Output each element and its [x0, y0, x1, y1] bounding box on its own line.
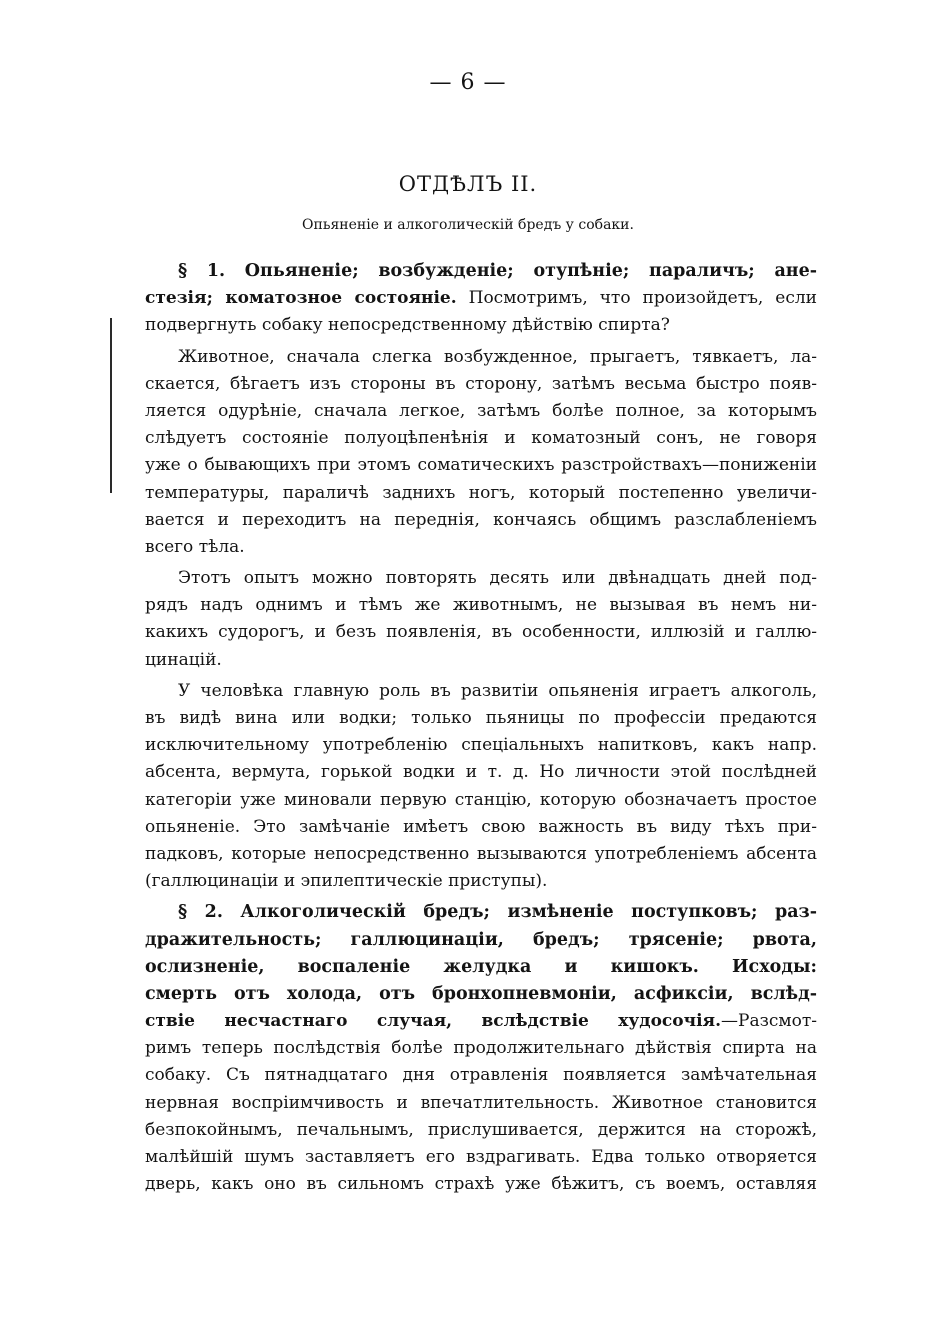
- paragraph-line: температуры, параличѣ заднихъ ногъ, который постепенно увеличи-: [145, 482, 817, 503]
- paragraph-line: падковъ, которые непосредственно вызываются употребленіемъ абсента: [145, 843, 817, 864]
- section-1-heading-line: § 1. Опьяненіе; возбужденіе; отупѣніе; параличъ; ане-: [178, 261, 817, 281]
- section-2-heading-line: дражительность; галлюцинаціи, бредъ; трясеніе; рвота,: [145, 929, 817, 950]
- paragraph-line: всего тѣла.: [145, 536, 245, 557]
- paragraph-line: подвергнуть собаку непосредственному дѣйствію спирта?: [145, 315, 670, 336]
- section-title: ОТДѢЛЪ II.: [398, 172, 538, 196]
- paragraph-line: Животное, сначала слегка возбужденное, прыгаетъ, тявкаетъ, ла-: [178, 346, 817, 367]
- paragraph-line: цинацій.: [145, 649, 222, 670]
- body-text: [145, 258, 817, 1198]
- section-2-heading-line: § 2. Алкоголическій бредъ; измѣненіе поступковъ; раз-: [178, 902, 817, 923]
- paragraph-line: уже о бывающихъ при этомъ соматическихъ разстройствахъ—пониженіи: [145, 455, 817, 476]
- paragraph-line: нервная воспріимчивость и впечатлительность. Животное становится: [145, 1092, 817, 1113]
- paragraph-line: какихъ судорогъ, и безъ появленія, въ особенности, иллюзій и галлю-: [145, 622, 817, 643]
- paragraph-line: дверь, какъ оно въ сильномъ страхѣ уже бѣжитъ, съ воемъ, оставляя: [145, 1174, 817, 1195]
- page-number: — 6 —: [429, 70, 507, 95]
- paragraph-line: У человѣка главную роль въ развитіи опьяненія играетъ алкоголь,: [178, 680, 817, 701]
- paragraph-line: абсента, вермута, горькой водки и т. д. Но личности этой послѣдней: [145, 762, 817, 783]
- paragraph-line: римъ теперь послѣдствія болѣе продолжительнаго дѣйствія спирта на: [145, 1038, 817, 1059]
- section-2-heading-line: ослизненіе, воспаленіе желудка и кишокъ. Исходы:: [145, 956, 817, 977]
- paragraph-line: безпокойнымъ, печальнымъ, прислушивается, держится на сторожѣ,: [145, 1119, 817, 1140]
- section-1-heading-bold: стезія; коматозное состояніе.: [145, 288, 457, 309]
- paragraph-line: опьяненіе. Это замѣчаніе имѣетъ свою важность въ виду тѣхъ при-: [145, 816, 817, 837]
- paragraph-line: малѣйшій шумъ заставляетъ его вздрагивать. Едва только отворяется: [145, 1147, 817, 1167]
- paragraph-line: вается и переходитъ на переднія, кончаясь общимъ разслабленіемъ: [145, 509, 817, 530]
- section-1-heading-rest: Посмотримъ, что произойдетъ, если: [468, 288, 817, 309]
- section-2-heading-line: смерть отъ холода, отъ бронхопневмоніи, асфиксіи, вслѣд-: [145, 983, 817, 1004]
- paragraph-line: (галлюцинаціи и эпилептическіе приступы).: [145, 871, 548, 892]
- section-2-heading-bold: ствіе несчастнаго случая, вслѣдствіе худосочія.: [145, 1011, 722, 1032]
- margin-mark: [110, 318, 112, 493]
- paragraph-line: исключительному употребленію спеціальныхъ напитковъ, какъ напр.: [145, 735, 817, 756]
- paragraph-line: рядъ надъ однимъ и тѣмъ же животнымъ, не вызывая въ немъ ни-: [145, 595, 817, 616]
- section-2-heading-rest: —Разсмот-: [721, 1011, 817, 1032]
- paragraph-line: слѣдуетъ состояніе полуоцѣпенѣнія и коматозный сонъ, не говоря: [145, 428, 817, 449]
- paragraph-line: скается, бѣгаетъ изъ стороны въ сторону, затѣмъ весьма быстро появ-: [145, 373, 817, 394]
- paragraph-line: въ видѣ вина или водки; только пьяницы по профессіи предаются: [145, 708, 817, 728]
- paragraph-line: ляется одурѣніе, сначала легкое, затѣмъ болѣе полное, за которымъ: [145, 400, 817, 421]
- paragraph-line: Этотъ опытъ можно повторять десять или двѣнадцать дней под-: [178, 568, 817, 589]
- section-2-heading-line: [145, 1008, 817, 1035]
- paragraph-line: собаку. Съ пятнадцатаго дня отравленія появляется замѣчательная: [145, 1065, 817, 1086]
- section-subtitle: Опьяненіе и алкоголическій бредъ у собаки.: [302, 217, 634, 233]
- paragraph-line: категоріи уже миновали первую станцію, которую обозначаетъ простое: [145, 789, 817, 810]
- section-1-heading-line: [145, 285, 817, 312]
